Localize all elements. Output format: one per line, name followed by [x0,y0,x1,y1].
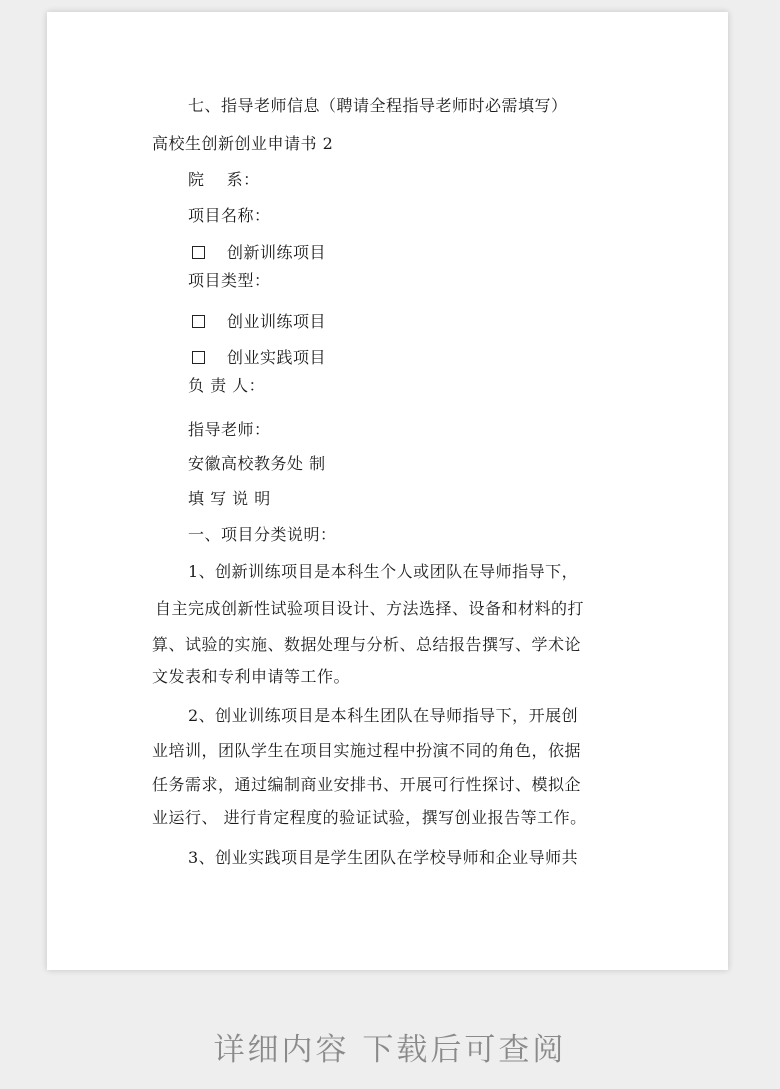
checkbox-icon [192,351,205,364]
download-hint: 详细内容 下载后可查阅 [213,1032,567,1068]
paragraph-line: 任务需求，通过编制商业安排书、开展可行性探讨、模拟企 [152,775,582,794]
option-entrepreneurship-training [192,312,326,332]
document-title: 高校生创新创业申请书 2 [152,134,334,153]
paragraph-line: 2、创业训练项目是本科生团队在导师指导下，开展创 [188,706,579,725]
section-heading-advisor-info: 七、指导老师信息（聘请全程指导老师时必需填写） [188,96,568,115]
option-innovation-training [192,243,326,263]
paragraph-line: 业培训，团队学生在项目实施过程中扮演不同的角色，依据 [152,741,582,760]
option-label: 创业实践项目 [227,348,327,367]
paragraph-line: 自主完成创新性试验项目设计、方法选择、设备和材料的打 [155,599,585,618]
paragraph-line: 3、创业实践项目是学生团队在学校导师和企业导师共 [188,848,579,867]
paragraph-line: 文发表和专利申请等工作。 [152,667,351,686]
instructions-heading: 填 写 说 明 [188,489,271,508]
paragraph-line: 算、试验的实施、数据处理与分析、总结报告撰写、学术论 [152,635,582,654]
department-field-label: 院 系： [188,170,260,189]
project-name-field-label: 项目名称： [188,206,271,225]
advisor-field-label: 指导老师： [188,420,271,439]
paragraph-line: 业运行、 进行肯定程度的验证试验，撰写创业报告等工作。 [152,808,587,827]
leader-field-label: 负 责 人： [188,376,266,395]
option-label: 创新训练项目 [227,243,327,262]
option-entrepreneurship-practice [192,348,326,368]
checkbox-icon [192,315,205,328]
project-type-field-label: 项目类型： [188,271,271,290]
category-heading: 一、项目分类说明： [188,525,337,544]
paragraph-line: 1、创新训练项目是本科生个人或团队在导师指导下， [188,562,579,581]
option-label: 创业训练项目 [227,312,327,331]
issuer-line: 安徽高校教务处 制 [188,454,326,473]
checkbox-icon [192,246,205,259]
